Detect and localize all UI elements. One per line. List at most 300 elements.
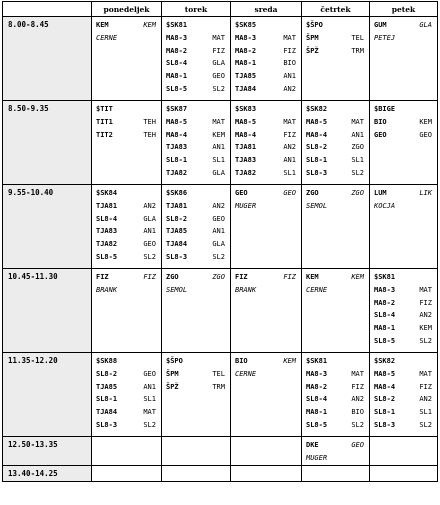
- class-line: [235, 154, 298, 167]
- class-line: [374, 19, 434, 32]
- group-code: TJA83: [96, 227, 118, 236]
- class-line: [96, 368, 158, 381]
- subject-code: [296, 200, 298, 213]
- period-time: 11.35-12.20: [3, 353, 92, 437]
- slot-friday: [370, 269, 438, 353]
- teacher-name: SEMOL: [306, 201, 328, 210]
- subject-code: BIO: [283, 59, 296, 68]
- group-code: $SK82: [306, 105, 328, 113]
- slot-wednesday: [231, 465, 302, 481]
- class-line: [96, 271, 158, 284]
- group-code: DKE: [306, 441, 319, 449]
- subject-code: SL2: [143, 252, 156, 261]
- subject-code: [225, 19, 227, 32]
- subject-code: [364, 200, 366, 213]
- group-code: MA8-3: [166, 33, 188, 42]
- subject-code: GLA: [143, 214, 156, 223]
- teacher-name: MUGER: [306, 453, 328, 462]
- timetable: [2, 1, 438, 482]
- teacher-line: [306, 200, 366, 213]
- subject-code: [156, 355, 158, 368]
- group-code: ŠPŽ: [306, 46, 319, 55]
- class-line: [235, 129, 298, 142]
- class-line: [96, 393, 158, 406]
- subject-code: ZGO: [351, 189, 364, 197]
- class-line: [166, 213, 227, 226]
- group-code: SL8-3: [96, 420, 118, 429]
- class-line: [374, 187, 434, 200]
- class-line: [96, 238, 158, 251]
- group-code: MA8-5: [235, 117, 257, 126]
- teacher-line: [166, 284, 227, 297]
- subject-code: AN1: [283, 72, 296, 81]
- subject-code: [296, 368, 298, 381]
- subject-code: [296, 103, 298, 116]
- subject-code: BIO: [351, 408, 364, 417]
- teacher-line: [306, 452, 366, 465]
- slot-monday: [92, 101, 162, 185]
- class-line: [306, 141, 366, 154]
- class-line: [235, 57, 298, 70]
- group-code: TJA83: [166, 143, 188, 152]
- subject-code: KEM: [283, 357, 296, 365]
- slot-wednesday: [231, 185, 302, 269]
- subject-code: SL2: [143, 420, 156, 429]
- slot-wednesday: [231, 17, 302, 101]
- subject-code: GEO: [212, 72, 225, 81]
- class-line: [374, 393, 434, 406]
- group-code: ZGO: [166, 273, 179, 281]
- group-code: MA8-2: [166, 46, 188, 55]
- class-line: [166, 70, 227, 83]
- subject-code: SL2: [419, 420, 432, 429]
- group-code: MA8-1: [166, 72, 188, 81]
- subject-code: [156, 32, 158, 45]
- group-code: MA8-3: [306, 369, 328, 378]
- day-header-thursday: četrtek: [302, 2, 370, 17]
- subject-code: SL2: [351, 420, 364, 429]
- class-line: [96, 129, 158, 142]
- corner-cell: [3, 2, 92, 17]
- group-code: SL8-1: [374, 408, 396, 417]
- group-code: SL8-5: [374, 336, 396, 345]
- subject-code: FIZ: [419, 382, 432, 391]
- group-code: MA8-1: [306, 408, 328, 417]
- class-line: [306, 116, 366, 129]
- subject-code: TRM: [212, 382, 225, 391]
- day-header-wednesday: sreda: [231, 2, 302, 17]
- period-time: 8.50-9.35: [3, 101, 92, 185]
- group-code: TJA85: [235, 72, 257, 81]
- subject-code: AN2: [283, 84, 296, 93]
- period-time: 8.00-8.45: [3, 17, 92, 101]
- subject-code: [296, 19, 298, 32]
- subject-code: ZGO: [351, 143, 364, 152]
- group-code: KEM: [306, 273, 319, 281]
- class-line: [166, 167, 227, 180]
- slot-thursday: [302, 437, 370, 466]
- group-code: TJA82: [166, 168, 188, 177]
- slot-thursday: [302, 17, 370, 101]
- class-line: [166, 57, 227, 70]
- slot-monday: [92, 437, 162, 466]
- subject-code: MAT: [283, 33, 296, 42]
- slot-tuesday: [162, 353, 231, 437]
- group-code: SL8-5: [166, 84, 188, 93]
- class-line: [166, 83, 227, 96]
- group-code: BIO: [374, 117, 387, 126]
- subject-code: MAT: [212, 117, 225, 126]
- group-code: TJA81: [166, 201, 188, 210]
- subject-code: SL1: [212, 156, 225, 165]
- class-line: [235, 187, 298, 200]
- group-code: MA8-4: [306, 130, 328, 139]
- teacher-name: KOCJA: [374, 201, 396, 210]
- class-line: [374, 309, 434, 322]
- group-code: GEO: [235, 189, 248, 197]
- class-line: [374, 116, 434, 129]
- subject-code: FIZ: [351, 382, 364, 391]
- group-code: SL8-1: [96, 395, 118, 404]
- subject-code: [364, 452, 366, 465]
- group-code: TIT2: [96, 130, 113, 139]
- period-row: [3, 465, 438, 481]
- subject-code: TEH: [143, 117, 156, 126]
- group-code: FIZ: [235, 273, 248, 281]
- subject-code: [364, 355, 366, 368]
- class-line: [96, 187, 158, 200]
- class-line: [96, 19, 158, 32]
- subject-code: MAT: [283, 117, 296, 126]
- class-line: [235, 167, 298, 180]
- group-code: $SK82: [374, 357, 396, 365]
- group-code: TJA84: [235, 84, 257, 93]
- subject-code: TRM: [351, 46, 364, 55]
- class-line: [374, 406, 434, 419]
- class-line: [306, 167, 366, 180]
- subject-code: GLA: [212, 59, 225, 68]
- group-code: SL8-2: [374, 395, 396, 404]
- class-line: [166, 187, 227, 200]
- class-line: [166, 116, 227, 129]
- group-code: KEM: [96, 21, 109, 29]
- group-code: TJA83: [235, 156, 257, 165]
- group-code: MA8-5: [166, 117, 188, 126]
- subject-code: AN1: [143, 382, 156, 391]
- slot-wednesday: [231, 269, 302, 353]
- subject-code: [225, 284, 227, 297]
- day-header-monday: ponedeljek: [92, 2, 162, 17]
- subject-code: GEO: [143, 369, 156, 378]
- group-code: SL8-3: [166, 252, 188, 261]
- class-line: [374, 355, 434, 368]
- subject-code: [432, 355, 434, 368]
- class-line: [96, 355, 158, 368]
- group-code: SL8-4: [306, 395, 328, 404]
- teacher-name: MUGER: [235, 201, 257, 210]
- group-code: SL8-4: [374, 311, 396, 320]
- group-code: TJA81: [96, 201, 118, 210]
- class-line: [96, 419, 158, 432]
- subject-code: FIZ: [283, 46, 296, 55]
- slot-friday: [370, 465, 438, 481]
- class-line: [235, 70, 298, 83]
- group-code: MA8-4: [235, 130, 257, 139]
- class-line: [306, 439, 366, 452]
- class-line: [166, 271, 227, 284]
- class-line: [235, 45, 298, 58]
- day-header-tuesday: torek: [162, 2, 231, 17]
- class-line: [374, 368, 434, 381]
- teacher-name: CERNE: [235, 369, 257, 378]
- period-time: 10.45-11.30: [3, 269, 92, 353]
- group-code: TJA84: [166, 240, 188, 249]
- subject-code: AN2: [212, 201, 225, 210]
- slot-thursday: [302, 269, 370, 353]
- subject-code: SL2: [212, 84, 225, 93]
- class-line: [96, 225, 158, 238]
- period-row: [3, 269, 438, 353]
- class-line: [235, 141, 298, 154]
- group-code: $SK81: [306, 357, 328, 365]
- subject-code: TEL: [212, 369, 225, 378]
- subject-code: LIK: [419, 189, 432, 197]
- class-line: [306, 271, 366, 284]
- slot-tuesday: [162, 437, 231, 466]
- subject-code: SL2: [419, 336, 432, 345]
- subject-code: TEL: [351, 33, 364, 42]
- teacher-line: [235, 368, 298, 381]
- group-code: MA8-1: [374, 324, 396, 333]
- subject-code: GEO: [419, 130, 432, 139]
- group-code: SL8-4: [96, 214, 118, 223]
- group-code: $SK86: [166, 189, 188, 197]
- class-line: [166, 45, 227, 58]
- subject-code: AN1: [212, 143, 225, 152]
- subject-code: FIZ: [143, 273, 156, 281]
- subject-code: KEM: [419, 324, 432, 333]
- class-line: [374, 129, 434, 142]
- class-line: [166, 238, 227, 251]
- subject-code: AN2: [283, 143, 296, 152]
- subject-code: MAT: [419, 369, 432, 378]
- class-line: [96, 381, 158, 394]
- class-line: [235, 83, 298, 96]
- slot-monday: [92, 465, 162, 481]
- teacher-line: [235, 200, 298, 213]
- class-line: [166, 129, 227, 142]
- group-code: MA8-3: [235, 33, 257, 42]
- slot-thursday: [302, 353, 370, 437]
- slot-tuesday: [162, 17, 231, 101]
- subject-code: [432, 271, 434, 284]
- subject-code: AN1: [351, 130, 364, 139]
- group-code: SL8-3: [306, 168, 328, 177]
- class-line: [306, 103, 366, 116]
- period-time: 9.55-10.40: [3, 185, 92, 269]
- subject-code: GEO: [143, 240, 156, 249]
- slot-wednesday: [231, 101, 302, 185]
- group-code: ŠPŽ: [166, 382, 179, 391]
- group-code: ŠPM: [306, 33, 319, 42]
- subject-code: GEO: [212, 214, 225, 223]
- subject-code: FIZ: [283, 273, 296, 281]
- class-line: [96, 213, 158, 226]
- class-line: [96, 251, 158, 264]
- group-code: SL8-2: [96, 369, 118, 378]
- group-code: $TIT: [96, 105, 113, 113]
- class-line: [166, 381, 227, 394]
- subject-code: ZGO: [212, 273, 225, 281]
- header-row: [3, 2, 438, 17]
- subject-code: GLA: [419, 21, 432, 29]
- subject-code: AN2: [143, 201, 156, 210]
- slot-friday: [370, 437, 438, 466]
- slot-friday: [370, 17, 438, 101]
- group-code: SL8-1: [306, 156, 328, 165]
- subject-code: AN2: [351, 395, 364, 404]
- subject-code: GEO: [283, 189, 296, 197]
- teacher-name: PETEJ: [374, 33, 396, 42]
- group-code: $SK85: [235, 21, 257, 29]
- slot-friday: [370, 101, 438, 185]
- subject-code: SL2: [351, 168, 364, 177]
- subject-code: [156, 284, 158, 297]
- subject-code: [364, 284, 366, 297]
- class-line: [235, 355, 298, 368]
- group-code: SL8-2: [306, 143, 328, 152]
- group-code: TJA82: [96, 240, 118, 249]
- subject-code: KEM: [212, 130, 225, 139]
- group-code: MA8-2: [235, 46, 257, 55]
- subject-code: AN2: [419, 311, 432, 320]
- class-line: [306, 393, 366, 406]
- subject-code: AN1: [143, 227, 156, 236]
- group-code: $SK81: [166, 21, 188, 29]
- subject-code: [432, 200, 434, 213]
- slot-friday: [370, 185, 438, 269]
- class-line: [166, 225, 227, 238]
- group-code: MA8-4: [166, 130, 188, 139]
- teacher-line: [235, 284, 298, 297]
- slot-monday: [92, 269, 162, 353]
- subject-code: KEM: [419, 117, 432, 126]
- slot-tuesday: [162, 185, 231, 269]
- slot-thursday: [302, 185, 370, 269]
- slot-tuesday: [162, 269, 231, 353]
- teacher-name: BRANK: [96, 285, 118, 294]
- subject-code: KEM: [351, 273, 364, 281]
- subject-code: [432, 103, 434, 116]
- slot-wednesday: [231, 353, 302, 437]
- group-code: TJA85: [166, 227, 188, 236]
- class-line: [235, 271, 298, 284]
- group-code: MA8-2: [306, 382, 328, 391]
- class-line: [235, 32, 298, 45]
- class-line: [306, 154, 366, 167]
- slot-monday: [92, 17, 162, 101]
- teacher-line: [374, 200, 434, 213]
- class-line: [306, 32, 366, 45]
- slot-tuesday: [162, 465, 231, 481]
- period-row: [3, 185, 438, 269]
- group-code: BIO: [235, 357, 248, 365]
- class-line: [166, 200, 227, 213]
- teacher-name: CERNE: [306, 285, 328, 294]
- teacher-line: [306, 284, 366, 297]
- class-line: [166, 32, 227, 45]
- subject-code: FIZ: [283, 130, 296, 139]
- teacher-name: BRANK: [235, 285, 257, 294]
- subject-code: SL2: [212, 252, 225, 261]
- slot-wednesday: [231, 437, 302, 466]
- subject-code: SL1: [143, 395, 156, 404]
- subject-code: KEM: [143, 21, 156, 29]
- period-row: [3, 353, 438, 437]
- class-line: [306, 355, 366, 368]
- group-code: $ŠPO: [306, 21, 323, 29]
- subject-code: MAT: [351, 369, 364, 378]
- subject-code: MAT: [212, 33, 225, 42]
- teacher-name: SEMOL: [166, 285, 188, 294]
- group-code: $SK87: [166, 105, 188, 113]
- group-code: SL8-3: [374, 420, 396, 429]
- class-line: [306, 45, 366, 58]
- group-code: SL8-5: [96, 252, 118, 261]
- class-line: [166, 141, 227, 154]
- subject-code: FIZ: [419, 298, 432, 307]
- class-line: [306, 406, 366, 419]
- group-code: ŠPM: [166, 369, 179, 378]
- group-code: $ŠPO: [166, 357, 183, 365]
- subject-code: GEO: [351, 441, 364, 449]
- class-line: [96, 103, 158, 116]
- subject-code: [364, 19, 366, 32]
- teacher-line: [96, 32, 158, 45]
- slot-tuesday: [162, 101, 231, 185]
- teacher-line: [96, 284, 158, 297]
- subject-code: GLA: [212, 240, 225, 249]
- class-line: [306, 419, 366, 432]
- subject-code: [225, 103, 227, 116]
- subject-code: MAT: [143, 408, 156, 417]
- slot-friday: [370, 353, 438, 437]
- group-code: MA8-2: [374, 298, 396, 307]
- group-code: TJA85: [96, 382, 118, 391]
- subject-code: SL1: [283, 168, 296, 177]
- group-code: SL8-1: [166, 156, 188, 165]
- subject-code: TEH: [143, 130, 156, 139]
- group-code: $BIGE: [374, 105, 396, 113]
- group-code: $SK88: [96, 357, 118, 365]
- subject-code: [296, 284, 298, 297]
- slot-thursday: [302, 101, 370, 185]
- class-line: [166, 251, 227, 264]
- group-code: SL8-4: [166, 59, 188, 68]
- teacher-name: CERNE: [96, 33, 118, 42]
- subject-code: [225, 187, 227, 200]
- group-code: FIZ: [96, 273, 109, 281]
- group-code: TJA81: [235, 143, 257, 152]
- group-code: TIT1: [96, 117, 113, 126]
- group-code: MA8-4: [374, 382, 396, 391]
- subject-code: GLA: [212, 168, 225, 177]
- class-line: [374, 419, 434, 432]
- slot-monday: [92, 185, 162, 269]
- subject-code: [364, 103, 366, 116]
- group-code: LUM: [374, 189, 387, 197]
- group-code: GEO: [374, 130, 387, 139]
